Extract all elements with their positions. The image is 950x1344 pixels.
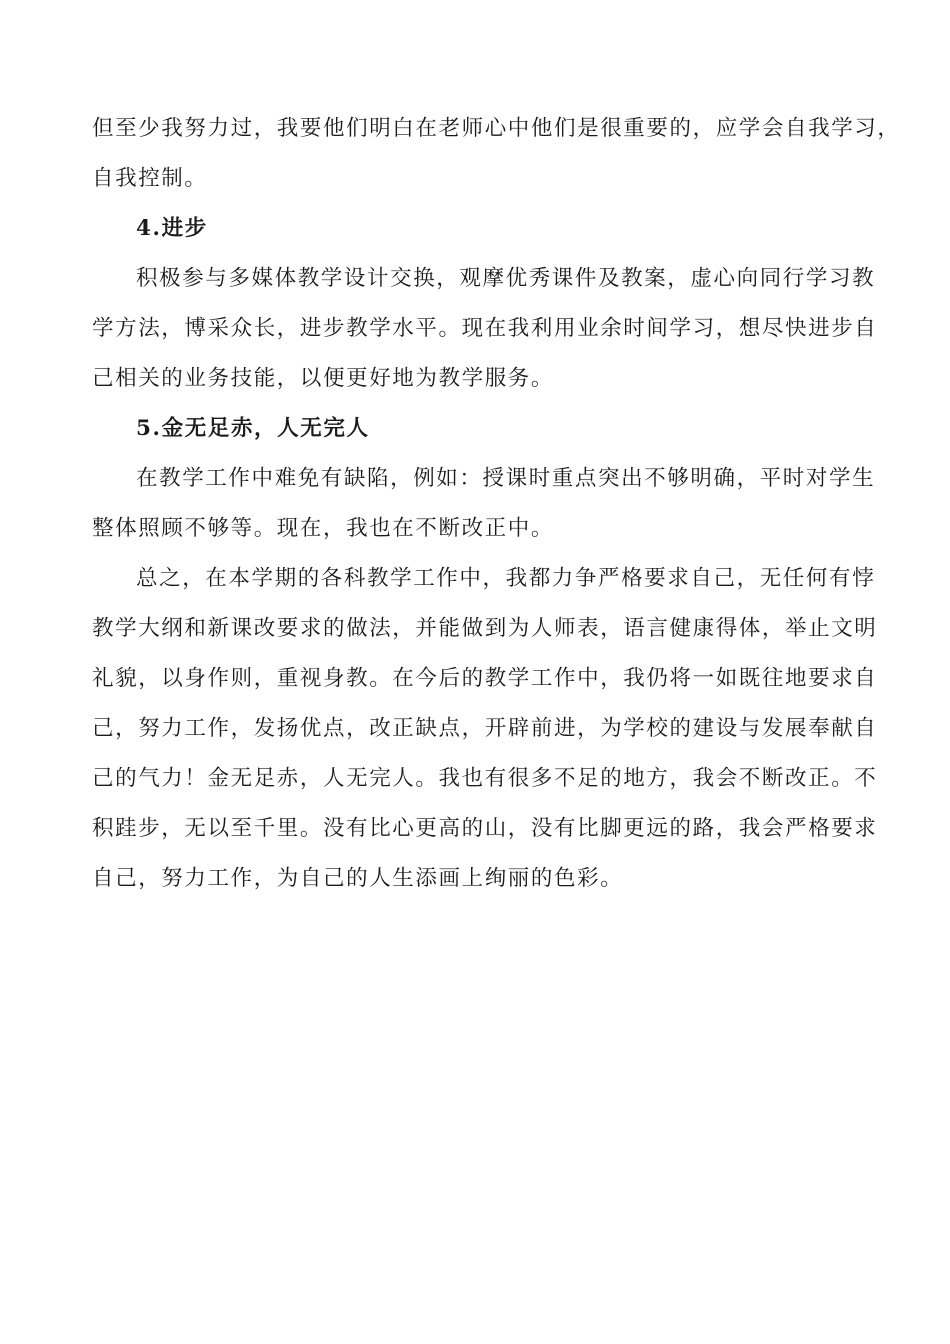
text-line: 自己，努力工作，为自己的人生添画上绚丽的色彩。: [92, 866, 624, 891]
text-line: 教学大纲和新课改要求的做法，并能做到为人师表，语言健康得体，举止文明: [92, 616, 878, 641]
text-line: 己相关的业务技能，以便更好地为教学服务。: [92, 366, 555, 391]
paragraph-continuation: [92, 104, 901, 204]
text-line: 己，努力工作，发扬优点，改正缺点，开辟前进，为学校的建设与发展奉献自: [92, 716, 878, 741]
paragraph-progress: [92, 254, 878, 404]
text-line: 积跬步，无以至千里。没有比心更高的山，没有比脚更远的路，我会严格要求: [92, 816, 878, 841]
document-page: [92, 104, 901, 904]
text-line: 自我控制。: [92, 166, 208, 191]
section-heading-progress: 4.进步: [136, 216, 208, 241]
text-line: 己的气力！金无足赤，人无完人。我也有很多不足的地方，我会不断改正。不: [92, 766, 878, 791]
text-line: 总之，在本学期的各科教学工作中，我都力争严格要求自己，无任何有悖: [136, 566, 876, 591]
text-line: 在教学工作中难免有缺陷，例如：授课时重点突出不够明确，平时对学生: [136, 466, 876, 491]
text-line: 礼貌，以身作则，重视身教。在今后的教学工作中，我仍将一如既往地要求自: [92, 666, 878, 691]
paragraph-summary: [92, 554, 878, 904]
text-line: 学方法，博采众长，进步教学水平。现在我利用业余时间学习，想尽快进步自: [92, 316, 878, 341]
section-heading-imperfection: 5.金无足赤，人无完人: [136, 416, 370, 441]
text-line: 但至少我努力过，我要他们明白在老师心中他们是很重要的，应学会自我学习，: [92, 116, 901, 141]
paragraph-shortcomings: [92, 454, 876, 554]
text-line: 积极参与多媒体教学设计交换，观摩优秀课件及教案，虚心向同行学习教: [136, 266, 876, 291]
text-line: 整体照顾不够等。现在，我也在不断改正中。: [92, 516, 555, 541]
